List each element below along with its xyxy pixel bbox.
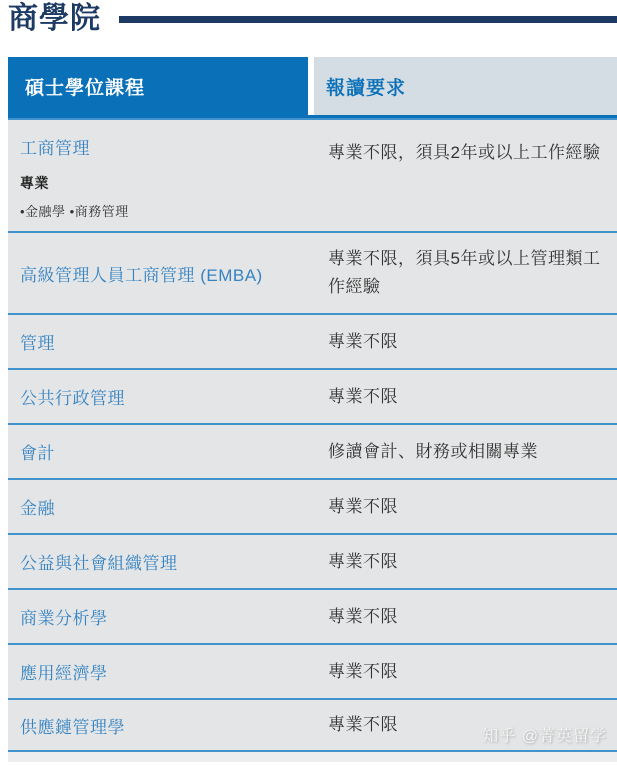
- programs-table: [8, 57, 617, 762]
- requirement-cell: 專業不限，須具2年或以上工作經驗: [328, 143, 601, 162]
- program-cell: [8, 120, 328, 231]
- table-row: [8, 533, 617, 588]
- program-cell: 管理: [20, 334, 55, 353]
- requirement-cell: 專業不限: [328, 496, 398, 516]
- program-sub-items: •金融學 •商務管理: [20, 204, 129, 219]
- program-cell: 高級管理人員工商管理 (EMBA): [20, 265, 263, 285]
- program-cell: 供應鏈管理學: [20, 717, 125, 737]
- requirement-cell: 專業不限: [328, 331, 398, 351]
- program-name: 工商管理: [20, 139, 90, 158]
- table-row: [8, 588, 617, 643]
- program-sub-label: 專業: [20, 175, 49, 191]
- requirement-cell: 專業不限: [328, 606, 398, 626]
- table-row: [8, 118, 617, 231]
- requirement-cell: 專業不限: [328, 715, 398, 734]
- requirement-cell: 專業不限: [328, 551, 398, 571]
- table-row: [8, 643, 617, 698]
- program-cell: 公益與社會組織管理: [20, 554, 178, 573]
- table-row: [8, 231, 617, 313]
- requirement-cell: 專業不限: [328, 386, 398, 406]
- table-header-row: [8, 57, 617, 118]
- requirement-cell: 修讀會計、財務或相關專業: [328, 441, 538, 461]
- watermark: 知乎 @菁英留学: [482, 728, 607, 745]
- program-cell: 會計: [20, 444, 55, 463]
- table-row: [8, 478, 617, 533]
- table-row: [8, 423, 617, 478]
- program-cell: 應用經濟學: [20, 664, 108, 683]
- title-rule: [119, 16, 617, 23]
- title-row: [0, 0, 617, 36]
- program-cell: 公共行政管理: [20, 389, 125, 408]
- program-cell: 金融: [20, 499, 55, 518]
- header-requirement: 報讀要求: [314, 57, 617, 115]
- program-cell: 商業分析學: [20, 609, 108, 628]
- table-row: [8, 313, 617, 368]
- header-program: 碩士學位課程: [8, 57, 308, 115]
- requirement-cell: 專業不限: [328, 661, 398, 681]
- page-title: 商學院: [8, 2, 101, 35]
- table-row: [8, 368, 617, 423]
- table-row-stub: [8, 750, 617, 762]
- requirement-cell: 專業不限，須具5年或以上管理類工作經驗: [328, 249, 601, 296]
